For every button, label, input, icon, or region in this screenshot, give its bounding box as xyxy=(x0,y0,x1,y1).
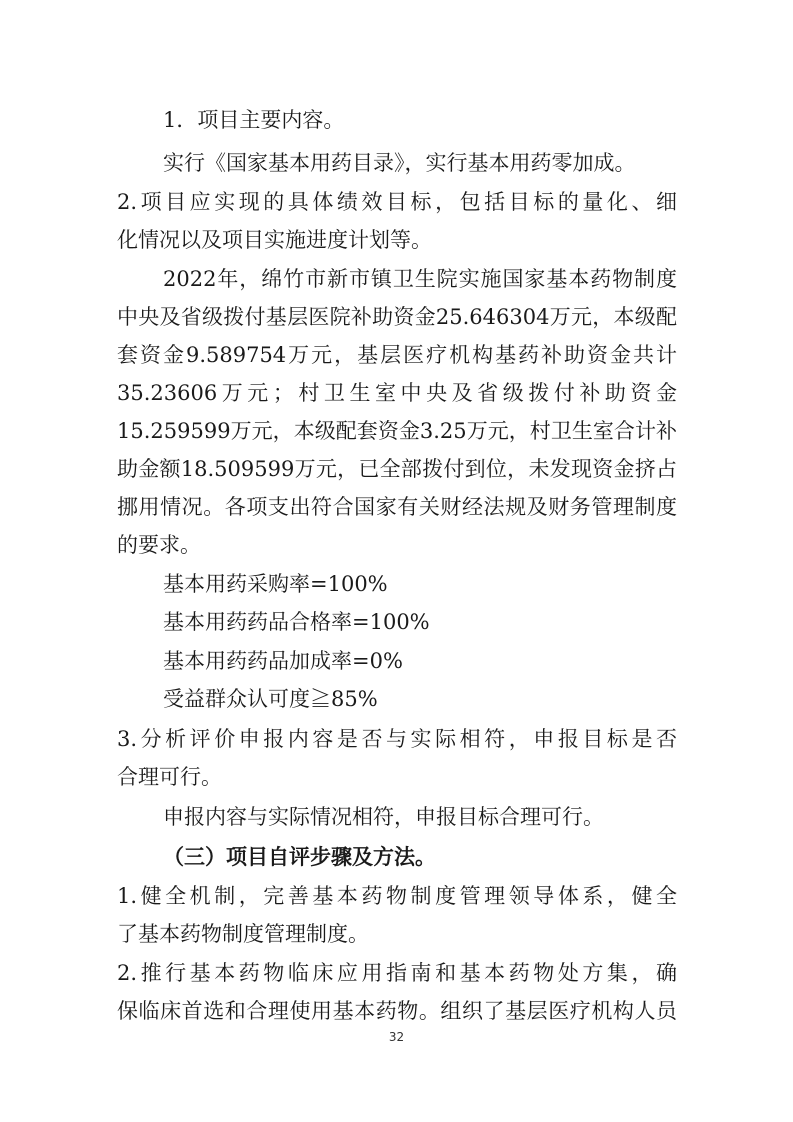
paragraph-line: 挪用情况。各项支出符合国家有关财经法规及财务管理制度 xyxy=(117,495,677,519)
item-2-heading: 2.项目应实现的具体绩效目标，包括目标的量化、细 xyxy=(117,190,677,214)
paragraph-line: 2.推行基本药物临床应用指南和基本药物处方集，确 xyxy=(117,961,677,985)
section-heading: （三）项目自评步骤及方法。 xyxy=(163,844,436,869)
paragraph-line: 2022年，绵竹市新市镇卫生院实施国家基本药物制度 xyxy=(163,267,677,291)
paragraph-line: 保临床首选和合理使用基本药物。组织了基层医疗机构人员 xyxy=(117,999,677,1023)
indicator-line: 基本用药药品加成率=0% xyxy=(163,649,403,673)
indicator-line: 基本用药药品合格率=100% xyxy=(163,610,430,634)
paragraph-line: 合理可行。 xyxy=(117,765,222,789)
paragraph-line: 35.23606万元；村卫生室中央及省级拨付补助资金 xyxy=(117,381,677,405)
paragraph-line: 的要求。 xyxy=(117,533,201,557)
paragraph-line: 化情况以及项目实施进度计划等。 xyxy=(117,228,432,252)
paragraph-line: 助金额18.509599万元，已全部拨付到位，未发现资金挤占 xyxy=(117,457,677,481)
item-1-heading: 1．项目主要内容。 xyxy=(163,108,345,132)
paragraph-line: 实行《国家基本用药目录》，实行基本用药零加成。 xyxy=(163,151,636,175)
page-number: 32 xyxy=(388,1030,405,1044)
paragraph-line: 了基本药物制度管理制度。 xyxy=(117,922,369,946)
indicator-line: 基本用药采购率=100% xyxy=(163,572,388,596)
paragraph-line: 套资金9.589754万元，基层医疗机构基药补助资金共计 xyxy=(117,343,677,367)
indicator-line: 受益群众认可度≧85% xyxy=(163,687,378,711)
paragraph-line: 申报内容与实际情况相符，申报目标合理可行。 xyxy=(163,805,604,829)
paragraph-line: 1.健全机制，完善基本药物制度管理领导体系，健全 xyxy=(117,884,677,908)
item-3-heading: 3.分析评价申报内容是否与实际相符，申报目标是否 xyxy=(117,727,677,751)
paragraph-line: 15.259599万元，本级配套资金3.25万元，村卫生室合计补 xyxy=(117,419,677,443)
paragraph-line: 中央及省级拨付基层医院补助资金25.646304万元，本级配 xyxy=(117,305,677,329)
